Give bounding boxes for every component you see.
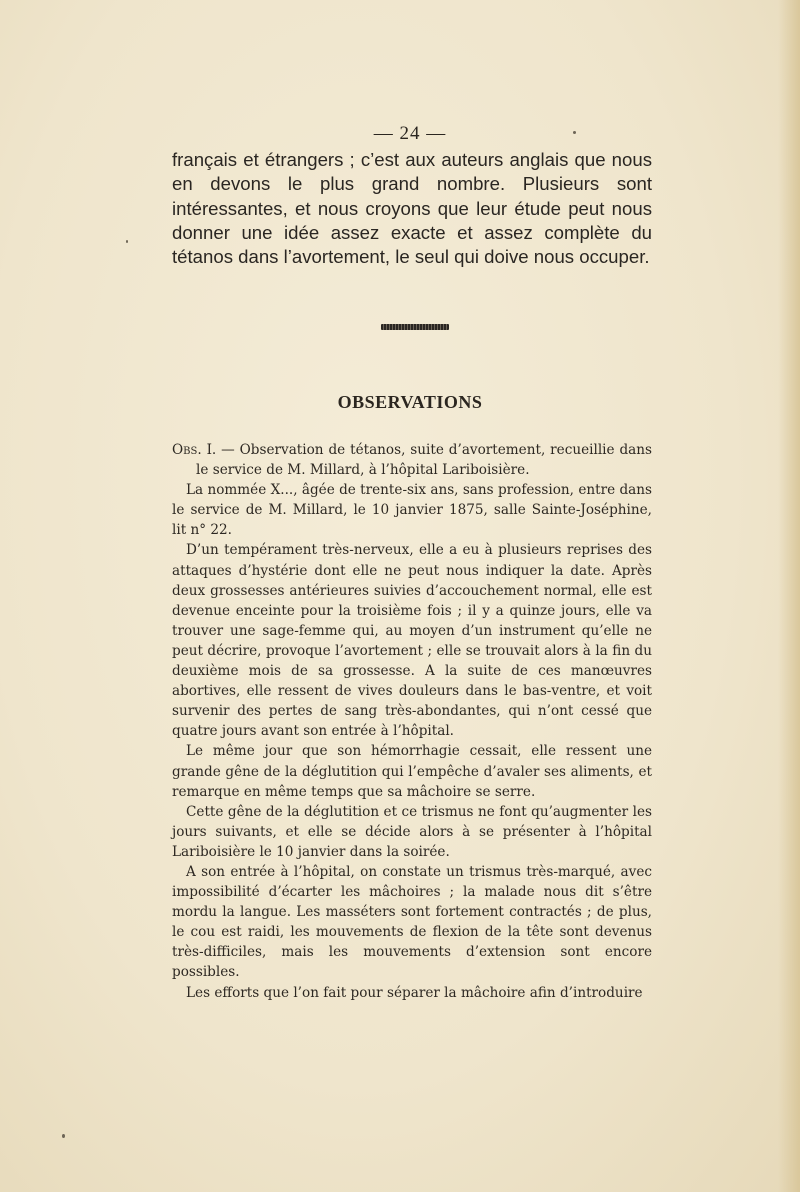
- observation-paragraph: Le même jour que son hémorrhagie cessait, elle ressent une grande gêne de la déglutition qui l’empêche d’avaler ses aliments, et remarque en même temps que sa mâchoire se serre.: [172, 743, 652, 800]
- intro-text: français et étrangers ; c’est aux auteurs anglais que nous en devons le plus grand nombre. Plusieurs sont intéressantes, et nous croyons que leur étude peut nous donner une idée assez exacte et assez complète du tétanos dans l’avortement, le seul qui doive nous occuper.: [172, 149, 652, 268]
- intro-paragraph: [172, 148, 652, 269]
- observation-paragraph: Les efforts que l’on fait pour séparer la mâchoire afin d’introduire: [186, 984, 643, 1001]
- observation-paragraph: Cette gêne de la déglutition et ce trismus ne font qu’augmenter les jours suivants, et elle se décide alors à se présenter à l’hôpital Lariboisière le 10 janvier dans la soirée.: [172, 803, 652, 860]
- observation-paragraph: A son entrée à l’hôpital, on constate un trismus très-marqué, avec impossibilité d’écarter les mâchoires ; la malade nous dit s’être mordu la langue. Les masséters sont fortement contractés ; de plus, le cou est raidi, les mouvements de flexion de la tête sont devenus très-difficiles, mais les mouvements d’extension sont encore possibles.: [172, 863, 652, 981]
- observation-paragraph: D’un tempérament très-nerveux, elle a eu à plusieurs reprises des attaques d’hystérie dont elle ne peut nous indiquer la date. Après deux grossesses antérieures suivies d’accouchement normal, elle est devenue enceinte pour la troisième fois ; il y a quinze jours, elle va trouver une sage-femme qui, au moyen d’un instrument qu’elle ne peut décrire, provoque l’avortement ; elle se trouvait alors à la fin du deuxième mois de sa grossesse. A la suite de ces manœuvres abortives, elle ressent de vives douleurs dans le bas-ventre, et voit survenir des pertes de sang très-abondantes, qui n’ont cessé que quatre jours avant son entrée à l’hôpital.: [172, 542, 652, 740]
- page-edge-shadow: [778, 0, 800, 1192]
- observation-heading-text: — Observation de tétanos, suite d’avortement, recueillie dans le service de M. Millard, à l’hôpital Lariboisière.: [196, 442, 652, 479]
- paper-speck: [62, 1134, 65, 1138]
- observation-heading: [172, 440, 652, 480]
- page-number: — 24 —: [373, 123, 447, 144]
- section-divider-ornament: [381, 324, 449, 330]
- paper-speck: [573, 131, 576, 134]
- observation-label: Obs. I.: [172, 442, 217, 458]
- observation-paragraph: La nommée X..., âgée de trente-six ans, sans profession, entre dans le service de M. Millard, le 10 janvier 1875, salle Sainte-Joséphine, lit n° 22.: [172, 482, 652, 539]
- section-title: OBSERVATIONS: [337, 392, 483, 412]
- paper-speck: [126, 240, 128, 243]
- observation-body: [172, 440, 652, 1003]
